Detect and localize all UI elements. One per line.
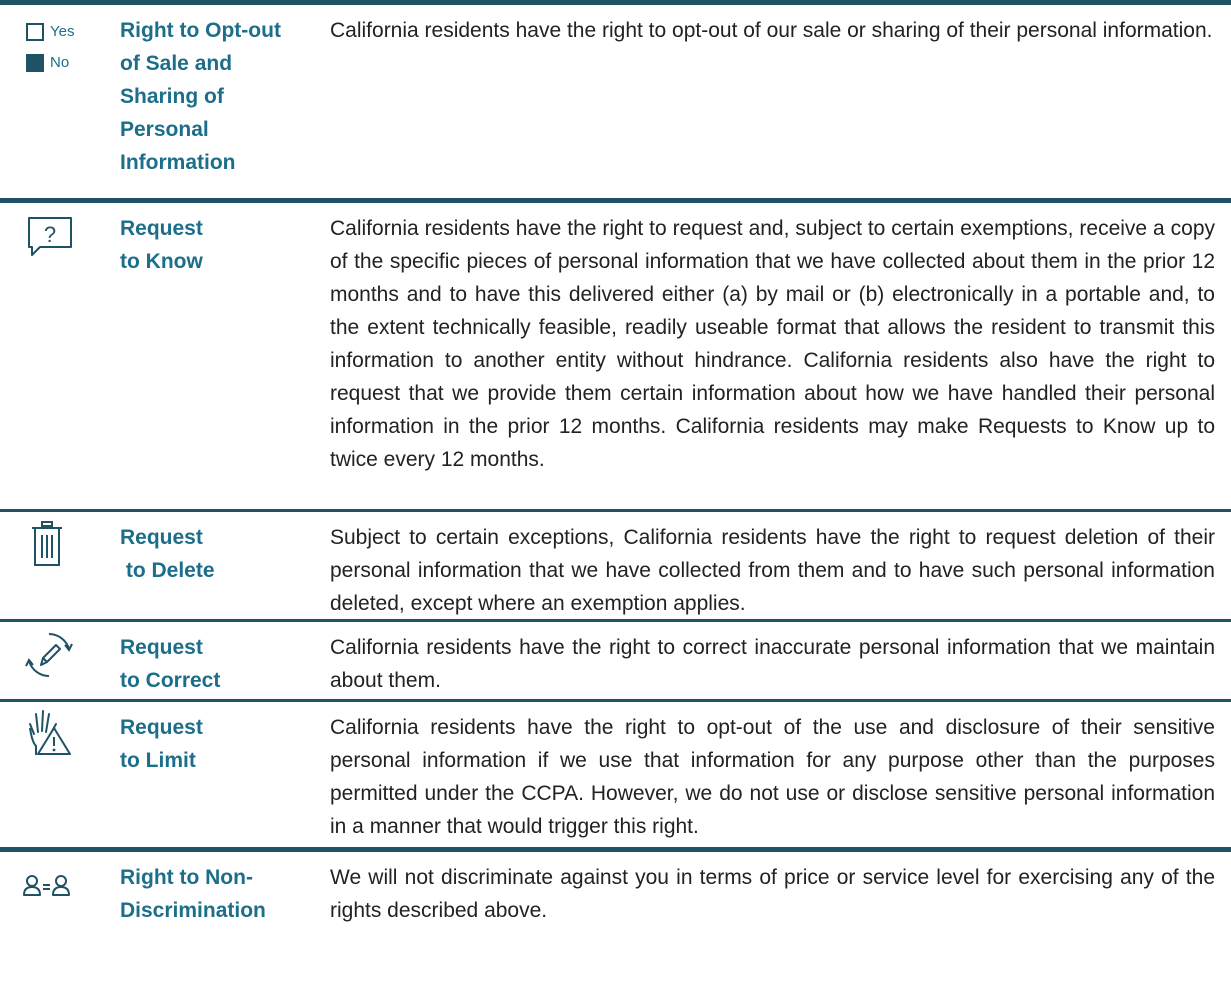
yes-label: Yes	[50, 23, 75, 40]
row-title	[100, 203, 330, 509]
title-line: Right to Non-	[120, 866, 253, 889]
row-right-to-opt-out	[0, 0, 1231, 198]
no-option[interactable]	[26, 47, 74, 78]
no-checkbox[interactable]	[26, 54, 44, 72]
title-line: Right to Opt-out	[120, 19, 281, 42]
title-line: Request	[120, 526, 203, 549]
yes-option[interactable]	[26, 16, 74, 47]
icon-cell	[0, 203, 100, 509]
people-equal-icon	[22, 874, 72, 898]
icon-cell	[0, 622, 100, 699]
title-line: Personal	[120, 118, 209, 141]
row-title	[100, 5, 330, 198]
icon-cell	[0, 702, 100, 847]
icon-cell	[0, 852, 100, 987]
row-title	[100, 622, 330, 699]
no-label: No	[50, 54, 70, 71]
row-right-to-non-discrimination	[0, 847, 1231, 987]
yes-checkbox[interactable]	[26, 23, 44, 41]
hand-warning-icon	[26, 708, 72, 758]
row-request-to-delete	[0, 509, 1231, 619]
title-line: of Sale and	[120, 52, 233, 75]
title-line: to Limit	[120, 749, 196, 772]
row-title	[100, 852, 330, 987]
row-description: California residents have the right to opt-out of the use and disclosure of their sensitive personal information if we use that information for any purpose other than the purposes permitted under the CCPA. However, we do not use or disclose sensitive personal information in a manner that would trigger this right.	[330, 716, 1215, 838]
row-title	[100, 702, 330, 847]
title-line: Discrimination	[120, 899, 266, 922]
title-line: to Correct	[120, 669, 221, 692]
row-description: California residents have the right to request and, subject to certain exemptions, receive a copy of the specific pieces of personal information that we have collected about them in the prior 12 months and to have this delivered either (a) by mail or (b) electronically in a portable and, to the extent technically feasible, readily useable format that allows the resident to transmit this information to another entity without hindrance. California residents also have the right to request that we provide them certain information about how we have handled their personal information in the prior 12 months. California residents may make Requests to Know up to twice every 12 months.	[330, 217, 1215, 471]
row-description: California residents have the right to correct inaccurate personal information that we maintain about them.	[330, 636, 1215, 692]
row-request-to-correct	[0, 619, 1231, 699]
icon-cell	[0, 5, 100, 198]
svg-text:?: ?	[43, 222, 57, 247]
row-description: California residents have the right to opt-out of our sale or sharing of their personal information.	[330, 19, 1213, 42]
title-line: Request	[120, 716, 203, 739]
row-request-to-limit	[0, 699, 1231, 847]
title-line: to Know	[120, 250, 203, 273]
trash-can-icon	[30, 520, 64, 568]
row-description: Subject to certain exceptions, California residents have the right to request deletion of their personal information that we have collected from them and to have such personal information deleted, except where an exemption applies.	[330, 526, 1215, 615]
yes-no-checkboxes	[26, 16, 74, 78]
question-speech-bubble-icon	[26, 215, 74, 261]
title-line: Request	[120, 636, 203, 659]
title-line: to Delete	[120, 559, 215, 582]
row-request-to-know	[0, 198, 1231, 509]
pencil-refresh-icon	[24, 630, 74, 680]
row-title	[100, 512, 330, 619]
title-line: Sharing of	[120, 85, 224, 108]
row-description: We will not discriminate against you in terms of price or service level for exercising any of the rights described above.	[330, 866, 1215, 922]
icon-cell	[0, 512, 100, 619]
title-line: Information	[120, 151, 236, 174]
title-line: Request	[120, 217, 203, 240]
